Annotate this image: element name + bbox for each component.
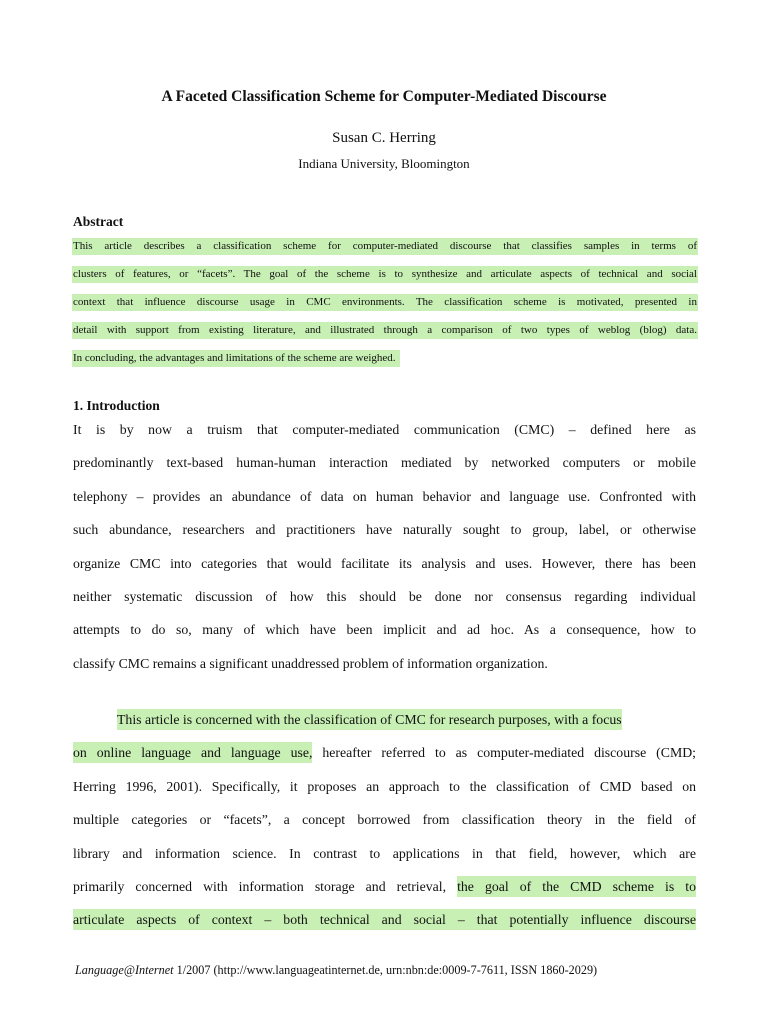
text-line: multiple categories or “facets”, a concept borrowed from classification theory in the field of xyxy=(73,812,696,828)
text-line: telephony – provides an abundance of data on human behavior and language use. Confronted with xyxy=(73,488,696,504)
abstract-line: clusters of features, or “facets”. The goal of the scheme is to synthesize and articulate aspects of technical and social xyxy=(72,260,698,288)
citation-info: 1/2007 (http://www.languageatinternet.de, urn:nbn:de:0009-7-7611, ISSN 1860-2029) xyxy=(173,963,598,977)
highlighted-text: This article is concerned with the classification of CMC for research purposes, with a focus xyxy=(117,709,622,730)
abstract-line: In concluding, the advantages and limitations of the scheme are weighed. xyxy=(72,344,698,372)
text-line: such abundance, researchers and practitioners have naturally sought to group, label, or otherwise xyxy=(73,522,696,538)
text-line: Herring 1996, 2001). Specifically, it proposes an approach to the classification of CMD based on xyxy=(73,778,696,794)
text-line xyxy=(73,903,696,936)
author-affiliation: Indiana University, Bloomington xyxy=(298,156,470,171)
text-line: primarily concerned with information storage and retrieval, the goal of the CMD scheme is to xyxy=(73,870,696,903)
journal-name: Language@Internet xyxy=(75,963,174,977)
abstract-line: context that influence discourse usage in CMC environments. The classification scheme is motivated, presented in xyxy=(72,288,698,316)
abstract-text xyxy=(72,232,698,372)
text-line: classify CMC remains a significant unaddressed problem of information organization. xyxy=(73,655,548,671)
text-line: predominantly text-based human-human interaction mediated by networked computers or mobile xyxy=(73,455,696,471)
page-footer xyxy=(75,963,695,978)
highlighted-text: on online language and language use, xyxy=(73,742,312,763)
text-line: library and information science. In contrast to applications in that field, however, which are xyxy=(73,845,696,861)
author-name: Susan C. Herring xyxy=(332,130,436,146)
intro-paragraph-2 xyxy=(73,703,696,937)
text-line: neither systematic discussion of how this should be done nor consensus regarding individual xyxy=(73,588,696,604)
text-line: organize CMC into categories that would facilitate its analysis and uses. However, there has been xyxy=(73,555,696,571)
abstract-line: detail with support from existing literature, and illustrated through a comparison of two types of weblog (blog) data. xyxy=(72,316,698,344)
text-line: It is by now a truism that computer-mediated communication (CMC) – defined here as xyxy=(73,422,696,437)
introduction-heading: 1. Introduction xyxy=(73,398,160,413)
text-line: attempts to do so, many of which have been implicit and ad hoc. As a consequence, how to xyxy=(73,622,696,638)
abstract-line: This article describes a classification scheme for computer-mediated discourse that classifies samples in terms of xyxy=(72,232,698,260)
highlighted-text: articulate aspects of context – both technical and social – that potentially influence discourse xyxy=(73,909,696,930)
highlighted-text: the goal of the CMD scheme is to xyxy=(457,876,696,897)
intro-paragraph-1 xyxy=(73,413,696,680)
text-line xyxy=(73,703,696,736)
text-line: on online language and language use, hereafter referred to as computer-mediated discourse (CMD; xyxy=(73,736,696,769)
abstract-heading: Abstract xyxy=(73,214,124,229)
paper-title: A Faceted Classification Scheme for Computer-Mediated Discourse xyxy=(161,88,607,105)
